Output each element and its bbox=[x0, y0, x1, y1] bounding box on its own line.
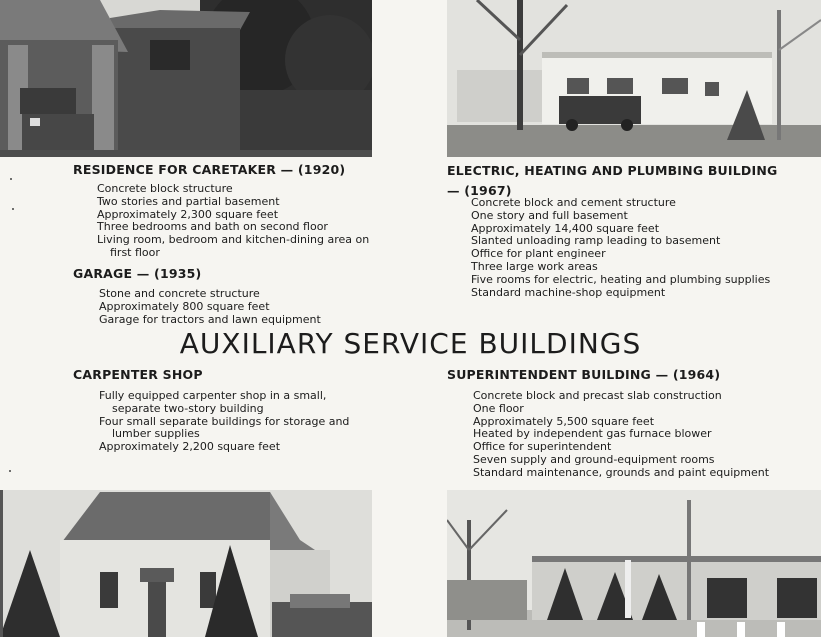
heading-superintendent: SUPERINTENDENT BUILDING — (1964) bbox=[447, 367, 721, 382]
list-item: Concrete block structure bbox=[97, 182, 233, 195]
heading-electric-year: — (1967) bbox=[447, 183, 512, 198]
list-item: Four small separate buildings for storage and lumber supplies bbox=[99, 414, 350, 441]
heading-carpenter: CARPENTER SHOP bbox=[73, 367, 203, 382]
section-electric bbox=[447, 163, 817, 299]
list-item: Standard machine-shop equipment bbox=[471, 285, 666, 299]
section-superintendent bbox=[447, 367, 817, 480]
heading-garage: GARAGE — (1935) bbox=[73, 266, 202, 281]
heading-residence: RESIDENCE FOR CARETAKER — (1920) bbox=[73, 162, 346, 177]
list-item: Approximately 5,500 square feet bbox=[473, 414, 655, 428]
margin-speck bbox=[12, 208, 14, 210]
list-item: Seven supply and ground-equipment rooms bbox=[473, 452, 715, 466]
section-residence bbox=[73, 162, 373, 260]
margin-speck bbox=[10, 178, 12, 180]
section-carpenter bbox=[73, 367, 373, 454]
list-item: Five rooms for electric, heating and plumbing supplies bbox=[471, 272, 771, 286]
photo-carpenter-shop bbox=[0, 490, 372, 637]
photo-electric-building bbox=[447, 0, 821, 157]
carpenter-details bbox=[99, 390, 369, 454]
list-item: Two stories and partial basement bbox=[97, 194, 280, 208]
list-item: One story and full basement bbox=[471, 208, 628, 222]
page-title: AUXILIARY SERVICE BUILDINGS bbox=[179, 327, 642, 360]
list-item: Three bedrooms and bath on second floor bbox=[97, 220, 328, 234]
list-item: Standard maintenance, grounds and paint equipment bbox=[473, 465, 770, 479]
list-item: Concrete block and cement structure bbox=[471, 196, 676, 209]
electric-details bbox=[471, 197, 817, 299]
list-item: Approximately 14,400 square feet bbox=[471, 221, 660, 235]
list-item: Fully equipped carpenter shop in a small, separate two-story building bbox=[99, 389, 327, 415]
photo-residence-garage bbox=[0, 0, 372, 157]
list-item: Approximately 2,200 square feet bbox=[99, 440, 281, 454]
section-garage bbox=[73, 266, 373, 326]
list-item: Concrete block and precast slab construction bbox=[473, 389, 722, 402]
superintendent-details bbox=[473, 390, 817, 480]
list-item: Heated by independent gas furnace blower bbox=[473, 427, 712, 441]
margin-speck bbox=[9, 470, 11, 472]
garage-details bbox=[99, 288, 373, 326]
residence-details bbox=[97, 183, 373, 260]
list-item: Office for superintendent bbox=[473, 440, 612, 454]
list-item: Slanted unloading ramp leading to basement bbox=[471, 234, 721, 248]
list-item: Office for plant engineer bbox=[471, 247, 606, 261]
list-item: Stone and concrete structure bbox=[99, 287, 260, 300]
heading-electric: ELECTRIC, HEATING AND PLUMBING BUILDING bbox=[447, 163, 778, 178]
list-item: Approximately 2,300 square feet bbox=[97, 207, 279, 221]
list-item: Garage for tractors and lawn equipment bbox=[99, 312, 321, 326]
list-item: Living room, bedroom and kitchen-dining area on first floor bbox=[97, 233, 370, 259]
list-item: Approximately 800 square feet bbox=[99, 299, 270, 313]
list-item: Three large work areas bbox=[471, 259, 598, 273]
photo-superintendent-building bbox=[447, 490, 821, 637]
list-item: One floor bbox=[473, 401, 524, 415]
